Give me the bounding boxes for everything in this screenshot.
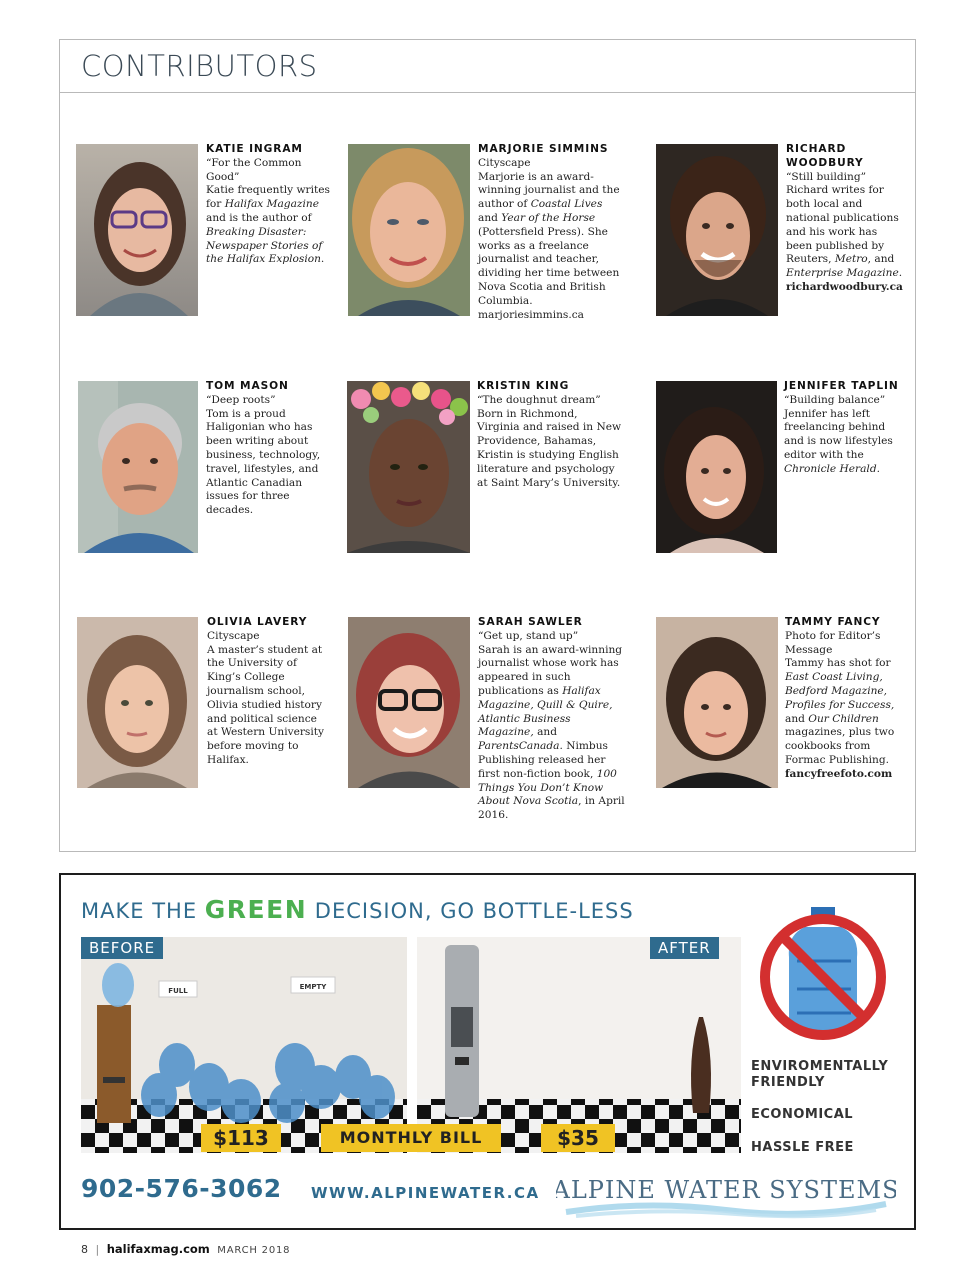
- price-after: $35: [541, 1124, 615, 1152]
- contributor-name: OLIVIA LAVERY: [207, 616, 308, 628]
- contributor-photo-marjorie-simmins: [348, 144, 470, 316]
- bio-text: Tammy has shot for: [785, 657, 891, 670]
- bio-text: Katie frequently writes for: [206, 184, 330, 211]
- before-photo: [81, 937, 407, 1153]
- contributor-photo-jennifer-taplin: [656, 381, 777, 553]
- contributor-tagline: “Get up, stand up”: [478, 629, 579, 642]
- benefit-item: ECONOMICAL: [751, 1107, 854, 1122]
- contributor-bio-tom-mason: [206, 380, 324, 518]
- contributor-bio-olivia-lavery: [207, 616, 327, 768]
- page-number: 8: [81, 1243, 88, 1256]
- bio-text: Marjorie is an award-winning journalist and the author of: [478, 170, 620, 211]
- contributor-description: [784, 408, 893, 475]
- bio-text: Halifax Magazine, Quill & Quire, Atlantic Business Magazine,: [478, 684, 613, 739]
- contributor-bio-kristin-king: [477, 380, 622, 490]
- contributor-tagline: “For the Common Good”: [206, 156, 302, 183]
- ad-phone-number[interactable]: 902-576-3062: [81, 1174, 282, 1203]
- page-title: CONTRIBUTORS: [81, 49, 318, 83]
- bio-text: Enterprise Magazine: [786, 267, 899, 280]
- contributor-name: JENNIFER TAPLIN: [784, 380, 899, 392]
- contributor-description: [785, 657, 894, 779]
- contributor-description: [478, 644, 625, 822]
- contributor-description: A master’s student at the University of King’s College journalism school, Olivia studied history and political science at Western University before moving to Halifax.: [207, 643, 324, 766]
- contributor-tagline: “Building balance”: [784, 393, 886, 406]
- bio-text: Breaking Disaster: Newspaper Stories of the Halifax Explosion: [206, 225, 323, 266]
- bio-text: Chronicle Herald: [784, 462, 877, 475]
- alpine-water-advertisement[interactable]: [59, 873, 916, 1230]
- contributor-website: richardwoodbury.ca: [786, 280, 903, 293]
- headline-green-word: GREEN: [204, 895, 308, 924]
- contributor-photo-olivia-lavery: [77, 617, 198, 788]
- bio-text: .: [320, 253, 325, 266]
- headline-text: DECISION, GO BOTTLE-LESS: [307, 899, 634, 923]
- monthly-bill-label: MONTHLY BILL: [321, 1124, 501, 1152]
- benefit-item: ENVIROMENTALLY FRIENDLY: [751, 1059, 889, 1090]
- bio-text: . Nimbus Publishing released her first non-fiction book,: [478, 740, 608, 780]
- bio-text: and: [478, 211, 502, 224]
- bio-text: East Coast Living, Bedford Magazine, Profiles for Success,: [785, 671, 895, 711]
- footer-separator: |: [95, 1243, 100, 1256]
- contributor-photo-sarah-sawler: [348, 617, 470, 788]
- contributor-description: [206, 184, 330, 265]
- contributor-photo-tammy-fancy: [656, 617, 778, 788]
- bio-text: 100 Things You Don’t Know About Nova Scotia: [478, 767, 617, 808]
- bio-text: , in April 2016.: [478, 795, 625, 822]
- contributor-website: fancyfreefoto.com: [785, 767, 893, 780]
- alpine-water-logo: [556, 1164, 896, 1224]
- ad-headline: [81, 895, 634, 924]
- headline-text: MAKE THE: [81, 899, 205, 923]
- contributor-name: SARAH SAWLER: [478, 616, 583, 628]
- bio-text: Our Children: [808, 712, 879, 725]
- no-bottle-icon: [757, 905, 889, 1041]
- bio-text: Jennifer has left freelancing behind and is now lifestyles editor with the: [784, 407, 893, 461]
- bio-text: and is the author of: [206, 211, 312, 224]
- after-photo: [417, 937, 741, 1153]
- full-sign: FULL: [168, 987, 188, 995]
- contributor-tagline: Photo for Editor’s Message: [785, 629, 881, 656]
- empty-sign: EMPTY: [299, 983, 327, 991]
- bio-text: ParentsCanada: [478, 740, 560, 753]
- before-label: BEFORE: [81, 937, 163, 959]
- contributor-name: KATIE INGRAM: [206, 143, 303, 155]
- contributor-description: Tom is a proud Haligonian who has been writing about business, technology, travel, lifestyles, and Atlantic Canadian issues for three decades.: [206, 407, 321, 517]
- bio-text: Halifax Magazine: [224, 198, 319, 211]
- after-label: AFTER: [650, 937, 719, 959]
- contributor-bio-sarah-sawler: [478, 616, 628, 823]
- contributor-description: [478, 171, 620, 321]
- contributor-tagline: Cityscape: [478, 156, 531, 169]
- bio-text: Year of the Horse: [501, 211, 596, 224]
- contributor-tagline: “Deep roots”: [206, 393, 276, 406]
- contributor-description: Born in Richmond, Virginia and raised in New Providence, Bahamas, Kristin is studying English literature and psychology at Saint Mary’s University.: [477, 407, 622, 489]
- contributor-name: MARJORIE SIMMINS: [478, 143, 609, 155]
- bio-text: .: [898, 267, 903, 280]
- section-header: [60, 40, 915, 93]
- bio-text: Sarah is an award-winning journalist whose work has appeared in such publications as: [478, 643, 623, 697]
- bio-text: magazines, plus two cookbooks from Formac Publishing.: [785, 726, 895, 766]
- footer-site[interactable]: halifaxmag.com: [106, 1242, 210, 1256]
- page-footer: [81, 1242, 290, 1256]
- contributor-photo-katie-ingram: [76, 144, 198, 316]
- price-before: $113: [201, 1124, 281, 1152]
- contributor-tagline: “Still building”: [786, 170, 867, 183]
- bio-text: , and: [867, 253, 895, 266]
- logo-text: ALPINE WATER SYSTEMS: [556, 1176, 896, 1204]
- contributor-photo-tom-mason: [78, 381, 198, 553]
- contributor-bio-marjorie-simmins: [478, 143, 623, 322]
- contributor-name: TOM MASON: [206, 380, 289, 392]
- bio-text: Richard writes for both local and national publications and his work has been published by Reuters,: [786, 184, 899, 266]
- contributor-name: KRISTIN KING: [477, 380, 570, 392]
- bio-text: .: [876, 462, 880, 475]
- bio-text: Metro: [834, 253, 868, 266]
- bio-text: and: [785, 712, 809, 725]
- bio-text: (Pottersfield Press). She works as a freelance journalist and teacher, dividing her time between Nova Scotia and British Columbia. marjoriesimmins.ca: [478, 225, 620, 321]
- footer-month: MARCH 2018: [217, 1245, 291, 1256]
- contributor-tagline: “The doughnut dream”: [477, 393, 601, 406]
- contributor-bio-jennifer-taplin: [784, 380, 902, 477]
- contributor-name: RICHARD WOODBURY: [786, 143, 864, 169]
- ad-website-link[interactable]: WWW.ALPINEWATER.CA: [311, 1184, 540, 1202]
- contributor-description: [786, 184, 903, 293]
- bio-text: and: [533, 726, 557, 739]
- benefit-item: HASSLE FREE: [751, 1140, 854, 1155]
- contributor-bio-tammy-fancy: [785, 616, 903, 782]
- contributor-tagline: Cityscape: [207, 629, 260, 642]
- contributor-bio-richard-woodbury: [786, 143, 904, 295]
- contributor-bio-katie-ingram: [206, 143, 336, 267]
- contributor-photo-kristin-king: [347, 381, 470, 553]
- contributor-name: TAMMY FANCY: [785, 616, 881, 628]
- bio-text: Coastal Lives: [530, 198, 603, 211]
- contributor-photo-richard-woodbury: [656, 144, 778, 316]
